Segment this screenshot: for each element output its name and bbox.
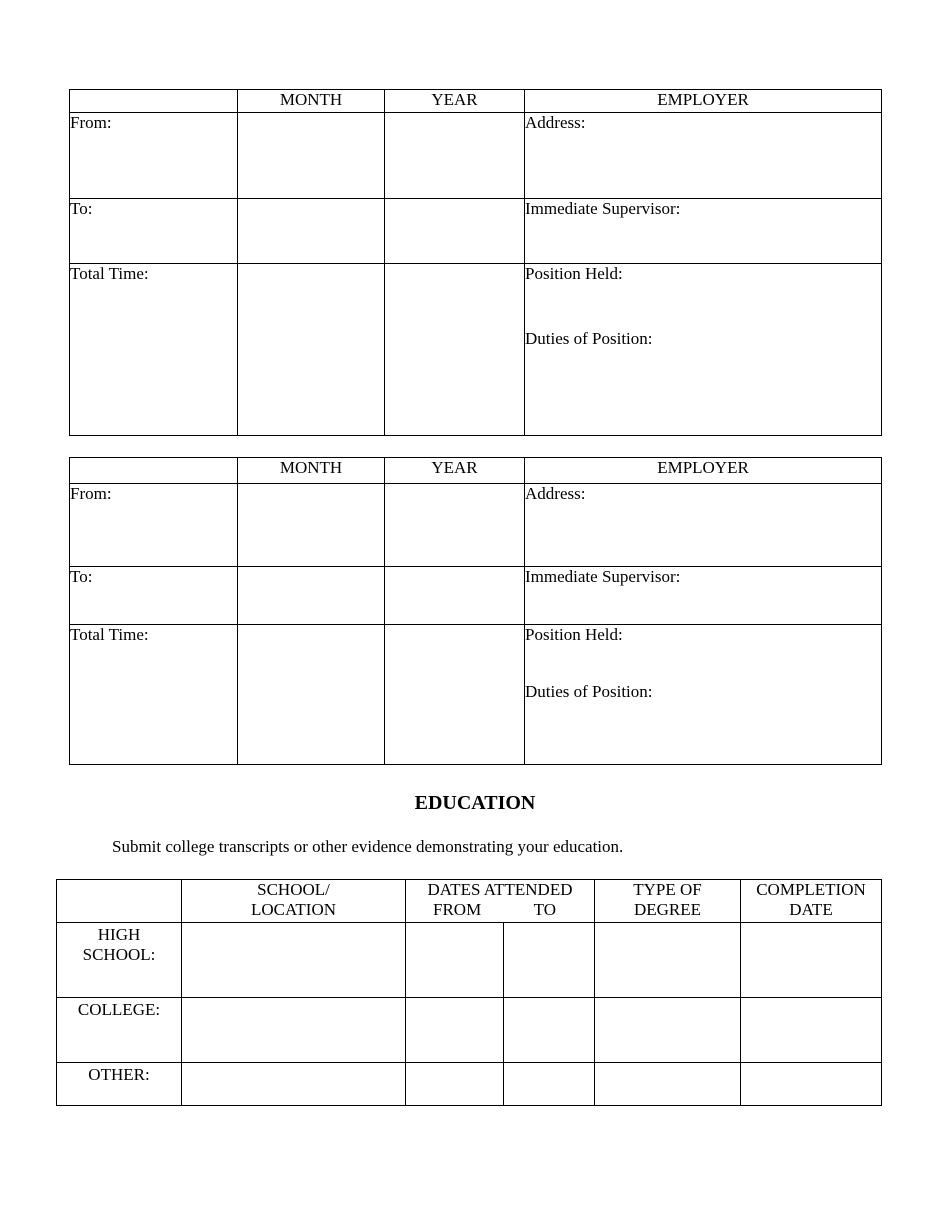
- school-header-line2: LOCATION: [251, 900, 336, 919]
- high-school-degree-field[interactable]: [595, 923, 741, 998]
- degree-header-line2: DEGREE: [633, 900, 702, 919]
- other-to-field[interactable]: [504, 1063, 595, 1106]
- college-location-field[interactable]: [182, 998, 406, 1063]
- to-label: To:: [70, 567, 238, 625]
- high-school-row: [57, 923, 882, 998]
- position-held-label: Position Held:: [525, 625, 623, 644]
- blank-header-cell: [57, 880, 182, 923]
- total-year-field[interactable]: [385, 264, 525, 436]
- month-header: MONTH: [238, 90, 385, 113]
- to-year-field[interactable]: [385, 199, 525, 264]
- total-month-field[interactable]: [238, 264, 385, 436]
- high-school-line1: HIGH: [97, 925, 141, 944]
- employment-table-2: [69, 457, 882, 765]
- total-time-label: Total Time:: [70, 264, 238, 436]
- total-year-field[interactable]: [385, 625, 525, 765]
- college-completion-field[interactable]: [741, 998, 882, 1063]
- college-row: [57, 998, 882, 1063]
- from-row: [70, 113, 882, 199]
- total-time-row: [70, 625, 882, 765]
- total-time-label: Total Time:: [70, 625, 238, 765]
- month-header: MONTH: [238, 458, 385, 484]
- position-held-label: Position Held:: [525, 264, 623, 283]
- address-field[interactable]: Address:: [525, 484, 882, 567]
- blank-header-cell: [70, 90, 238, 113]
- employer-header: EMPLOYER: [525, 458, 882, 484]
- duties-label: Duties of Position:: [525, 329, 653, 348]
- to-month-field[interactable]: [238, 199, 385, 264]
- school-header-line1: SCHOOL/: [257, 880, 330, 899]
- education-header-row: [57, 880, 882, 923]
- from-year-field[interactable]: [385, 113, 525, 199]
- from-row: [70, 484, 882, 567]
- other-from-field[interactable]: [406, 1063, 504, 1106]
- dates-from-label: FROM: [433, 900, 482, 919]
- header-row: [70, 90, 882, 113]
- supervisor-field[interactable]: Immediate Supervisor:: [525, 567, 882, 625]
- from-year-field[interactable]: [385, 484, 525, 567]
- completion-header-line2: DATE: [789, 900, 833, 919]
- high-school-from-field[interactable]: [406, 923, 504, 998]
- employment-table-1: [69, 89, 882, 436]
- other-row: [57, 1063, 882, 1106]
- degree-type-header: [595, 880, 741, 923]
- high-school-to-field[interactable]: [504, 923, 595, 998]
- college-to-field[interactable]: [504, 998, 595, 1063]
- to-year-field[interactable]: [385, 567, 525, 625]
- completion-header-line1: COMPLETION: [756, 880, 866, 899]
- dates-to-label: TO: [533, 900, 556, 919]
- other-location-field[interactable]: [182, 1063, 406, 1106]
- from-label: From:: [70, 484, 238, 567]
- college-from-field[interactable]: [406, 998, 504, 1063]
- education-instructions: Submit college transcripts or other evidence demonstrating your education.: [112, 837, 624, 856]
- address-field[interactable]: Address:: [525, 113, 882, 199]
- from-month-field[interactable]: [238, 484, 385, 567]
- other-degree-field[interactable]: [595, 1063, 741, 1106]
- from-label: From:: [70, 113, 238, 199]
- year-header: YEAR: [385, 90, 525, 113]
- college-degree-field[interactable]: [595, 998, 741, 1063]
- position-duties-field[interactable]: [525, 625, 882, 765]
- to-row: [70, 567, 882, 625]
- completion-date-header: [741, 880, 882, 923]
- employer-header: EMPLOYER: [525, 90, 882, 113]
- from-month-field[interactable]: [238, 113, 385, 199]
- school-location-header: [182, 880, 406, 923]
- other-label: OTHER:: [57, 1063, 182, 1106]
- duties-label: Duties of Position:: [525, 682, 653, 701]
- to-row: [70, 199, 882, 264]
- degree-header-line1: TYPE OF: [633, 880, 702, 899]
- college-label: COLLEGE:: [57, 998, 182, 1063]
- header-row: [70, 458, 882, 484]
- blank-header-cell: [70, 458, 238, 484]
- supervisor-field[interactable]: Immediate Supervisor:: [525, 199, 882, 264]
- high-school-completion-field[interactable]: [741, 923, 882, 998]
- other-completion-field[interactable]: [741, 1063, 882, 1106]
- dates-attended-label: DATES ATTENDED: [427, 880, 573, 899]
- education-title: EDUCATION: [414, 792, 536, 814]
- education-table: [56, 879, 882, 1106]
- high-school-line2: SCHOOL:: [82, 945, 156, 964]
- year-header: YEAR: [385, 458, 525, 484]
- total-month-field[interactable]: [238, 625, 385, 765]
- to-label: To:: [70, 199, 238, 264]
- high-school-label: [57, 923, 182, 998]
- high-school-location-field[interactable]: [182, 923, 406, 998]
- total-time-row: [70, 264, 882, 436]
- to-month-field[interactable]: [238, 567, 385, 625]
- dates-attended-header: [406, 880, 595, 923]
- position-duties-field[interactable]: [525, 264, 882, 436]
